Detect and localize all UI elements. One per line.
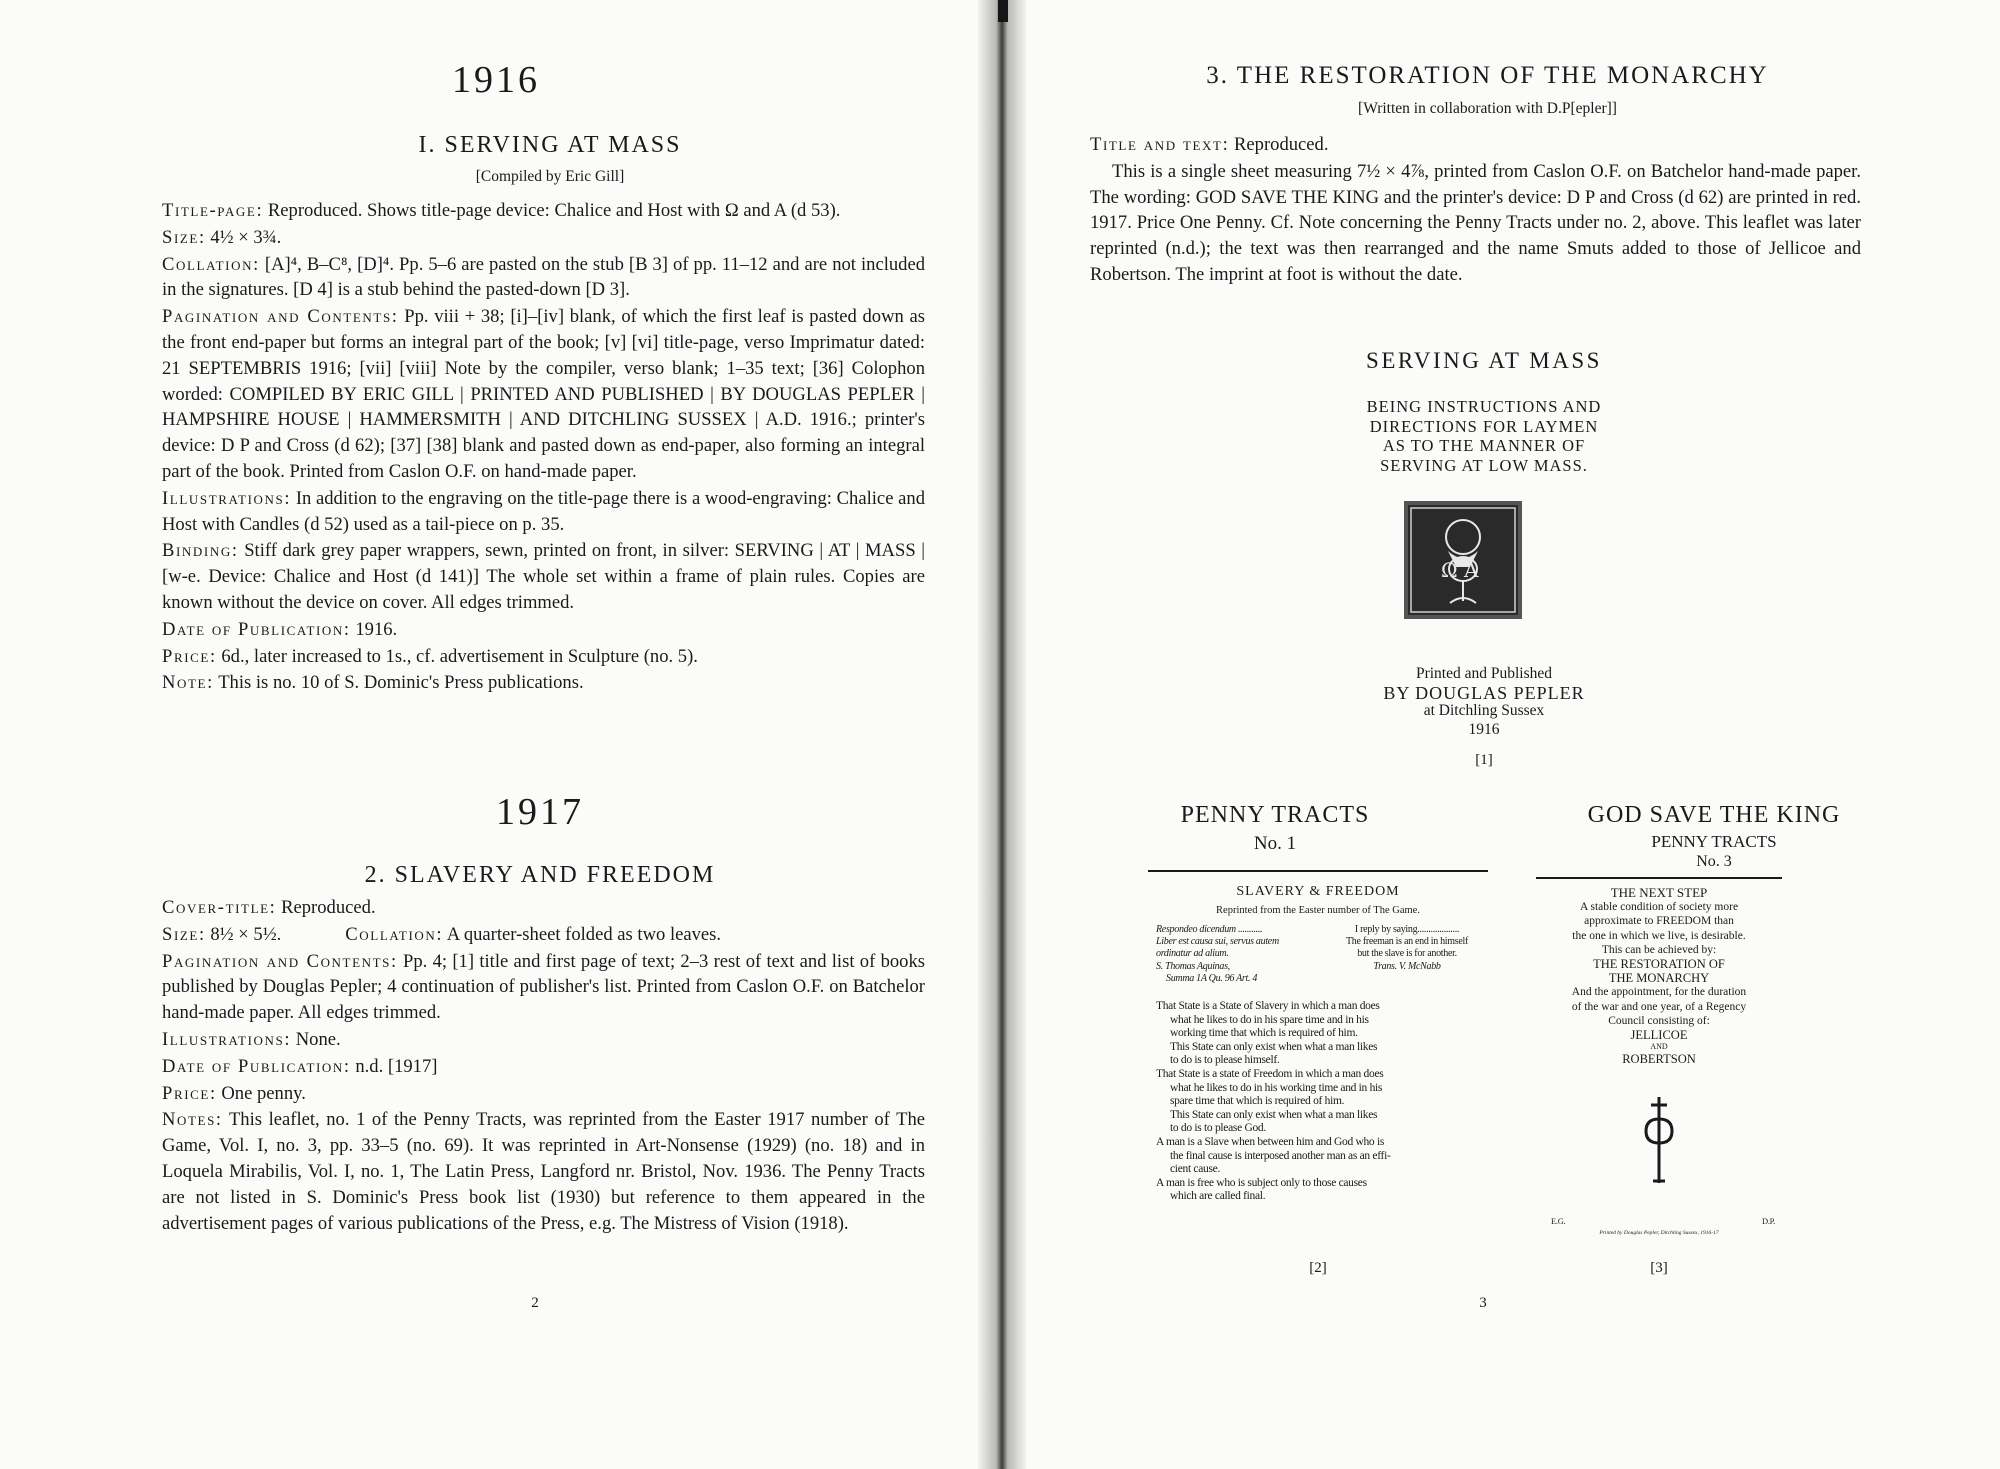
title-page-para bbox=[162, 198, 925, 224]
illustrations2-label: Illustrations: bbox=[162, 1028, 292, 1050]
translation-line: I reply by saying................... bbox=[1354, 924, 1460, 935]
chalice-host-device-icon bbox=[1404, 501, 1522, 619]
tract-text bbox=[1156, 1000, 1496, 1204]
collation2-label: Collation: bbox=[345, 923, 444, 945]
entry2-heading: 2. SLAVERY AND FREEDOM bbox=[364, 862, 716, 888]
collation-label: Collation: bbox=[162, 253, 260, 275]
collation-text: [A]⁴, B–C⁸, [D]⁴. Pp. 5–6 are pasted on the stub [B 3] of pp. 11–12 and are not included in the signatures. [D 4] is a stub behind the pasted-down [D 3]. bbox=[162, 253, 926, 301]
illustrations2-text: None. bbox=[295, 1028, 341, 1050]
facsimile3-imprint: Printed by Douglas Pepler, Ditchling Sussex, 1916-17 bbox=[1599, 1230, 1719, 1236]
translation-line: but the slave is for another. bbox=[1357, 948, 1457, 960]
size-text: 4½ × 3¾. bbox=[210, 226, 282, 248]
pub-line: Printed and Published bbox=[1415, 665, 1553, 682]
cover-text: Reproduced. bbox=[281, 897, 376, 918]
notes2-para bbox=[162, 1107, 925, 1236]
size-para bbox=[162, 225, 925, 251]
notes2-label: Notes: bbox=[162, 1109, 223, 1131]
pagination2-label: Pagination and Contents: bbox=[162, 950, 398, 972]
entry3-body bbox=[1090, 132, 1861, 289]
latin-line: Respondeo dicendum ........... bbox=[1156, 924, 1263, 935]
price-text: 6d., later increased to 1s., cf. advertisement in Sculpture (no. 5). bbox=[221, 645, 698, 667]
facsimile3-number: No. 3 bbox=[1696, 853, 1732, 870]
title-page-label: Title-page: bbox=[162, 200, 264, 221]
facsimile1-description bbox=[1008, 397, 1960, 475]
entry3-title-text: Reproduced. bbox=[1234, 134, 1329, 155]
pagination2-para bbox=[162, 949, 925, 1026]
size-collation-para bbox=[162, 922, 925, 948]
f3-line: ROBERTSON bbox=[1622, 1052, 1696, 1067]
f3-line: THE NEXT STEP bbox=[1610, 885, 1708, 900]
initials-right: D.P. bbox=[1762, 1216, 1775, 1226]
f3-line: THE RESTORATION OF bbox=[1593, 957, 1725, 972]
pagination2-text: Pp. 4; [1] title and first page of text; 2–3 rest of text and list of books published by Douglas Pepler; 4 continuation of publisher's list. Printed from Caslon O.F. on Batchelor hand-made paper. All edges trimmed. bbox=[162, 950, 925, 1024]
cover-para bbox=[162, 895, 925, 921]
facsimile3-sub: PENNY TRACTS bbox=[1651, 832, 1777, 851]
f3-line: the one in which we live, is desirable. bbox=[1572, 929, 1746, 942]
facsimile2-head: PENNY TRACTS bbox=[1180, 802, 1370, 828]
text-line: which are called final. bbox=[1170, 1190, 1266, 1203]
desc-line: SERVING AT LOW MASS. bbox=[1380, 455, 1588, 475]
note-para bbox=[162, 670, 925, 696]
date-label: Date of Publication: bbox=[162, 618, 351, 640]
translation-line: The freeman is an end in himself bbox=[1345, 936, 1469, 948]
text-line: to do is to please God. bbox=[1170, 1122, 1266, 1135]
year-1916: 1916 bbox=[452, 59, 540, 101]
note-label: Note: bbox=[162, 672, 214, 694]
f3-line: This can be achieved by: bbox=[1601, 943, 1717, 956]
translation-line: Trans. V. McNabb bbox=[1373, 960, 1441, 972]
latin-line: Summa 1A Qu. 96 Art. 4 bbox=[1166, 972, 1258, 984]
entry1-heading: I. SERVING AT MASS bbox=[418, 132, 682, 158]
f3-line: approximate to FREEDOM than bbox=[1584, 915, 1734, 928]
f3-line: JELLICOE bbox=[1630, 1028, 1688, 1043]
entry2-body bbox=[162, 895, 925, 1237]
left-page bbox=[0, 0, 992, 1469]
price-label: Price: bbox=[162, 645, 217, 667]
latin-line: Liber est causa sui, servus autem bbox=[1156, 936, 1279, 948]
size2-text: 8½ × 5½. bbox=[210, 923, 282, 945]
pagination-label: Pagination and Contents: bbox=[162, 306, 399, 328]
text-line: cient cause. bbox=[1170, 1163, 1221, 1176]
facsimile3-text bbox=[1536, 886, 1782, 1066]
collation2-text: A quarter-sheet folded as two leaves. bbox=[446, 923, 722, 945]
facsimile3-rule bbox=[1536, 877, 1782, 879]
entry3-title-label: Title and text: bbox=[1090, 134, 1230, 155]
price-para bbox=[162, 644, 925, 670]
page-number-left: 2 bbox=[531, 1295, 539, 1311]
text-line: A man is a Slave when between him and God who is bbox=[1156, 1135, 1385, 1148]
illustrations2-para bbox=[162, 1027, 925, 1053]
text-line: This State can only exist when what a man likes bbox=[1170, 1040, 1378, 1053]
entry1-body bbox=[162, 198, 925, 697]
collation-para bbox=[162, 252, 925, 304]
facsimile1-imprint bbox=[1008, 665, 1960, 739]
price2-text: One penny. bbox=[221, 1082, 306, 1104]
binding-label: Binding: bbox=[162, 540, 239, 562]
date2-text: n.d. [1917] bbox=[355, 1055, 438, 1077]
gutter-shadow bbox=[998, 0, 1008, 22]
right-page bbox=[1008, 0, 2000, 1469]
entry3-note: [Written in collaboration with D.P[epler]] bbox=[1358, 100, 1617, 117]
text-line: spare time that which is required of him. bbox=[1170, 1095, 1345, 1108]
pub-line: at Ditchling Sussex bbox=[1423, 702, 1545, 719]
notes2-text: This leaflet, no. 1 of the Penny Tracts, was reprinted from the Easter 1917 number of The Game, Vol. I, no. 3, pp. 33–5 (no. 69). It was reprinted in Art-Nonsense (1929) (no. 18) and in Loquela Mirabilis, Vol. I, no. 1, The Latin Press, Langford nr. Bristol, Nov. 1936. The Penny Tracts are not listed in S. Dominic's Press book list (1930) but reference to them appeared in the advertisement pages of various publications of the Press, e.g. The Mistress of Vision (1918). bbox=[162, 1109, 926, 1234]
translation-quote bbox=[1326, 924, 1488, 973]
initials-left: E.G. bbox=[1551, 1216, 1566, 1226]
desc-line: DIRECTIONS FOR LAYMEN bbox=[1369, 416, 1599, 436]
facsimile2-caption: [2] bbox=[1309, 1260, 1327, 1276]
note-text: This is no. 10 of S. Dominic's Press publications. bbox=[218, 672, 584, 694]
entry3-heading: 3. THE RESTORATION OF THE MONARCHY bbox=[1206, 62, 1769, 89]
text-line: the final cause is interposed another man as an effi- bbox=[1170, 1149, 1391, 1162]
text-line: working time that which is required of him. bbox=[1170, 1027, 1358, 1040]
facsimile2-number: No. 1 bbox=[1253, 833, 1297, 854]
pub-line: 1916 bbox=[1468, 720, 1500, 738]
entry1-note: [Compiled by Eric Gill] bbox=[475, 168, 625, 185]
desc-line: BEING INSTRUCTIONS AND bbox=[1366, 397, 1602, 416]
year-1917: 1917 bbox=[496, 791, 584, 833]
illustrations-text: In addition to the engraving on the title-page there is a wood-engraving: Chalice and Host with Candles (d 52) used as a tail-piece on p. 35. bbox=[162, 487, 925, 535]
size2-label: Size: bbox=[162, 923, 206, 945]
dp-cross-device-icon bbox=[1638, 1095, 1680, 1185]
date-para bbox=[162, 617, 925, 643]
illustrations-label: Illustrations: bbox=[162, 487, 292, 509]
date2-para bbox=[162, 1054, 925, 1080]
text-line: what he likes to do in his spare time and in his bbox=[1170, 1013, 1369, 1026]
latin-line: S. Thomas Aquinas, bbox=[1156, 960, 1230, 972]
text-line: That State is a state of Freedom in which a man does bbox=[1156, 1067, 1384, 1080]
page-number-right: 3 bbox=[1479, 1295, 1487, 1311]
latin-quote bbox=[1156, 924, 1336, 985]
pagination-para bbox=[162, 304, 925, 485]
facsimile2-reprinted: Reprinted from the Easter number of The Game. bbox=[1216, 905, 1420, 916]
f3-line: Council consisting of: bbox=[1608, 1014, 1710, 1027]
book-gutter bbox=[978, 0, 1026, 1469]
entry3-title-para bbox=[1090, 132, 1861, 158]
size-label: Size: bbox=[162, 226, 206, 248]
device-glyphs: Ω A bbox=[1441, 558, 1479, 582]
text-line: This State can only exist when what a man likes bbox=[1170, 1108, 1378, 1121]
pub-line: BY DOUGLAS PEPLER bbox=[1383, 682, 1585, 703]
date-text: 1916. bbox=[355, 618, 398, 640]
text-line: A man is free who is subject only to those causes bbox=[1156, 1176, 1367, 1189]
title-page-text: Reproduced. Shows title-page device: Chalice and Host with Ω and A (d 53). bbox=[267, 200, 841, 221]
text-line: what he likes to do in his working time and in his bbox=[1170, 1081, 1383, 1094]
price2-label: Price: bbox=[162, 1082, 217, 1104]
entry3-description: This is a single sheet measuring 7½ × 4⅞, printed from Caslon O.F. on Batchelor hand-made paper. The wording: GOD SAVE THE KING and the printer's device: D P and Cross (d 62) are printed in red. 1917. Price One Penny. Cf. Note concerning the Penny Tracts under no. 2, above. This leaflet was later reprinted (n.d.); the text was then rearranged and the name Smuts added to those of Jellicoe and Robertson. The imprint at foot is without the date. bbox=[1090, 160, 1861, 285]
f3-line: And the appointment, for the duration bbox=[1571, 986, 1747, 999]
desc-line: AS TO THE MANNER OF bbox=[1382, 436, 1586, 455]
facsimile1-title: SERVING AT MASS bbox=[1366, 348, 1602, 373]
binding-para bbox=[162, 538, 925, 615]
latin-line: ordinatur ad alium. bbox=[1156, 948, 1229, 960]
facsimile3-head: GOD SAVE THE KING bbox=[1587, 802, 1841, 828]
f3-line: of the war and one year, of a Regency bbox=[1571, 1000, 1747, 1013]
f3-line: THE MONARCHY bbox=[1608, 971, 1710, 986]
f3-line: AND bbox=[1650, 1042, 1668, 1052]
facsimile1-caption: [1] bbox=[1475, 752, 1493, 768]
binding-text: Stiff dark grey paper wrappers, sewn, printed on front, in silver: SERVING | AT | MASS | [w-e. Device: Chalice and Host (d 141)] The whole set within a frame of plain rules. Copies are known without the device on cover. All edges trimmed. bbox=[162, 540, 925, 613]
facsimile2-rule bbox=[1148, 870, 1488, 872]
facsimile3-caption: [3] bbox=[1650, 1260, 1668, 1276]
facsimile2-title: SLAVERY & FREEDOM bbox=[1236, 884, 1400, 899]
price2-para bbox=[162, 1081, 925, 1107]
illustrations-para bbox=[162, 486, 925, 538]
f3-line: A stable condition of society more bbox=[1579, 901, 1739, 914]
date2-label: Date of Publication: bbox=[162, 1055, 351, 1077]
cover-label: Cover-title: bbox=[162, 897, 277, 918]
pagination-text: Pp. viii + 38; [i]–[iv] blank, of which the first leaf is pasted down as the front end-paper but forms an integral part of the book; [v] [vi] title-page, verso Imprimatur dated: 21 SEPTEMBRIS 1916; [vii] [viii] Note by the compiler, verso blank; 1–35 text; [36] Colophon worded: COMPILED BY ERIC GILL | PRINTED AND PUBLISHED | BY DOUGLAS PEPLER | HAMPSHIRE HOUSE | HAMMERSMITH | AND DITCHLING SUSSEX | A.D. 1916.; printer's device: D P and Cross (d 62); [37] [38] blank and pasted down as end-paper, also forming an integral part of the book. Printed from Caslon O.F. on hand-made paper. bbox=[162, 306, 925, 482]
text-line: to do is to please himself. bbox=[1170, 1054, 1280, 1067]
text-line: That State is a State of Slavery in which a man does bbox=[1156, 1000, 1380, 1012]
